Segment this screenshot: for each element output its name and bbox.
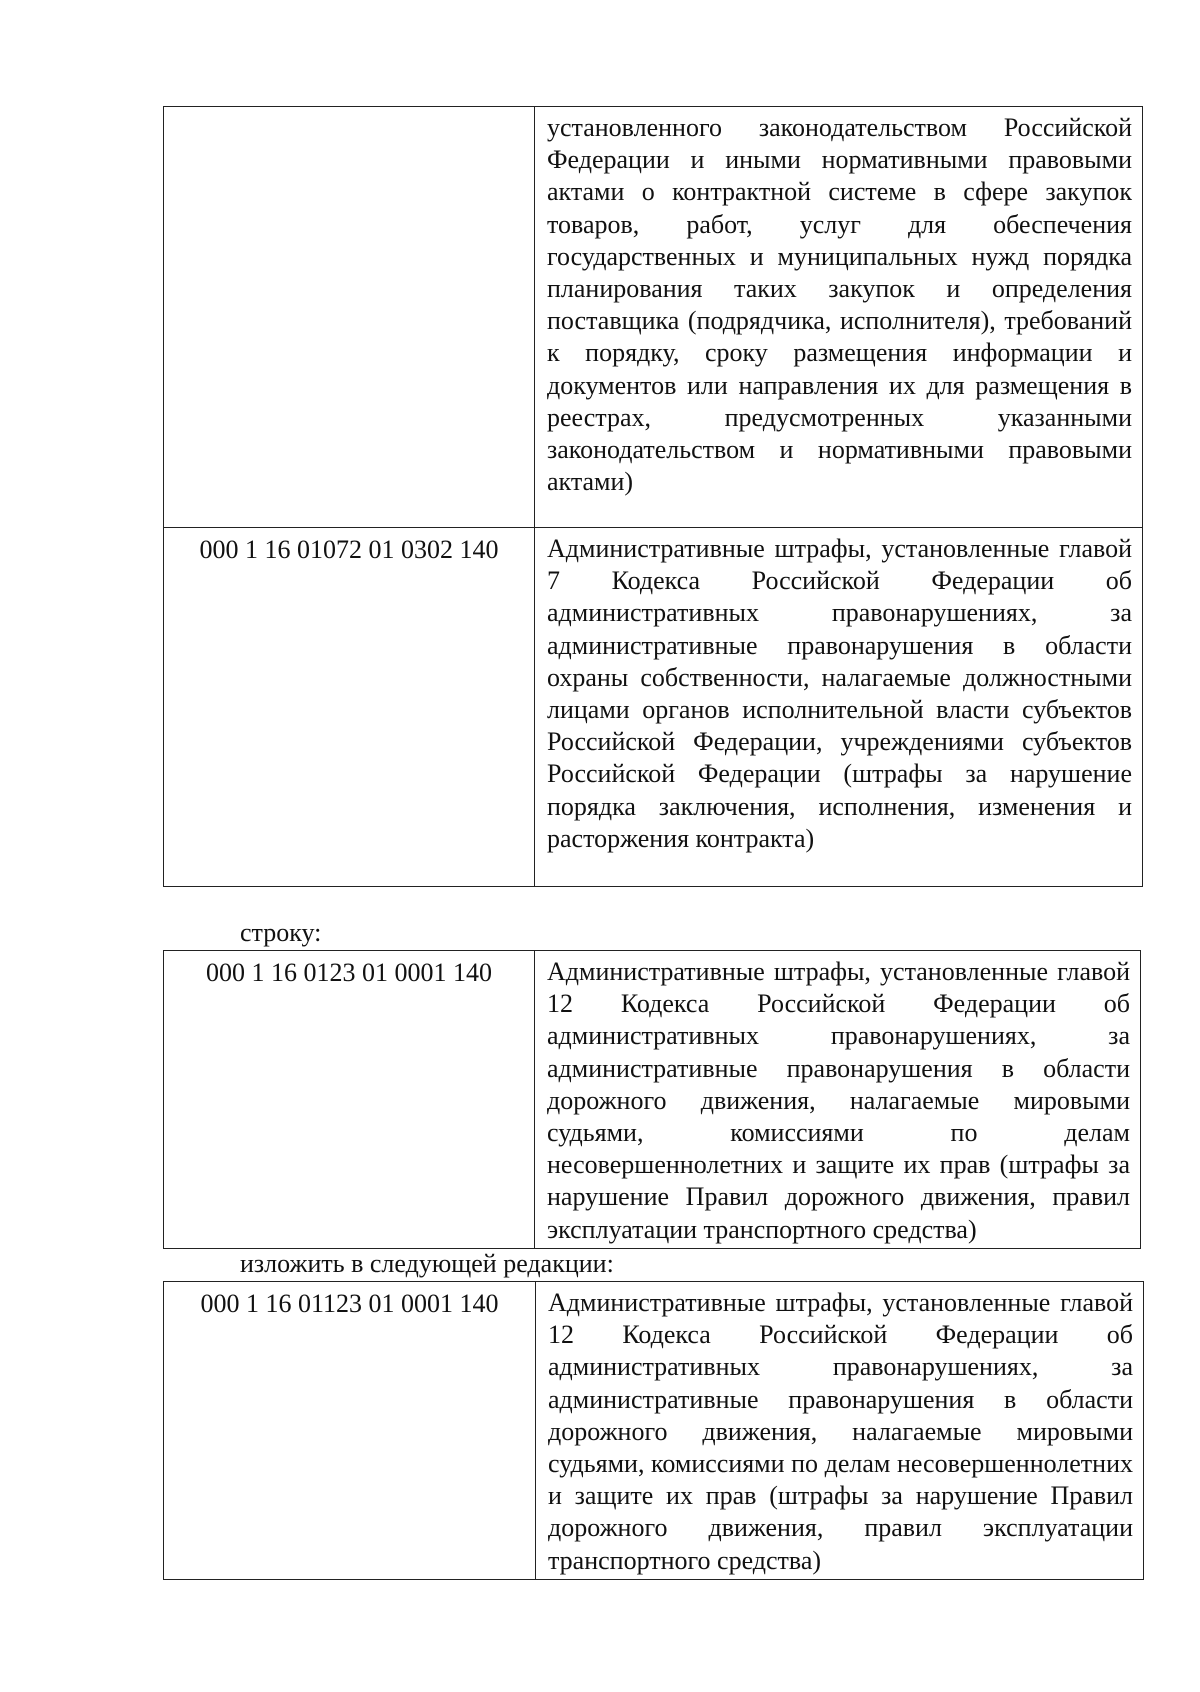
table-row <box>164 951 1141 1249</box>
budget-code-cell: 000 1 16 01072 01 0302 140 <box>164 528 535 887</box>
table-row <box>164 107 1143 528</box>
table-row <box>164 1282 1144 1580</box>
table-row <box>164 528 1143 887</box>
description-cell: Административные штрафы, установленные главой 12 Кодекса Российской Федерации об административных правонарушениях, за административные правонарушения в области дорожного движения, налагаемые мировыми судьями, комиссиями по делам несовершеннолетних и защите их прав (штрафы за нарушение Правил дорожного движения, правил эксплуатации транспортного средства) <box>535 951 1141 1249</box>
budget-codes-table-continued <box>163 106 1143 887</box>
description-cell: Административные штрафы, установленные главой 7 Кодекса Российской Федерации об административных правонарушениях, за административные правонарушения в области охраны собственности, налагаемые должностными лицами органов исполнительной власти субъектов Российской Федерации, учреждениями субъектов Российской Федерации (штрафы за нарушение порядка заключения, исполнения, изменения и расторжения контракта) <box>535 528 1143 887</box>
intro-line-new-edition: изложить в следующей редакции: <box>240 1249 614 1278</box>
description-cell: установленного законодательством Российской Федерации и иными нормативными правовыми актами о контрактной системе в сфере закупок товаров, работ, услуг для обеспечения государственных и муниципальных нужд порядка планирования таких закупок и определения поставщика (подрядчика, исполнителя), требований к порядку, сроку размещения информации и документов или направления их для размещения в реестрах, предусмотренных указанными законодательством и нормативными правовыми актами) <box>535 107 1143 528</box>
intro-line-replace: строку: <box>240 918 322 947</box>
budget-code-cell <box>164 107 535 528</box>
old-line-table <box>163 950 1141 1249</box>
budget-code-cell: 000 1 16 01123 01 0001 140 <box>164 1282 536 1580</box>
new-line-table <box>163 1281 1144 1580</box>
description-cell: Административные штрафы, установленные главой 12 Кодекса Российской Федерации об административных правонарушениях, за административные правонарушения в области дорожного движения, налагаемые мировыми судьями, комиссиями по делам несовершеннолетних и защите их прав (штрафы за нарушение Правил дорожного движения, правил эксплуатации транспортного средства) <box>536 1282 1144 1580</box>
budget-code-cell: 000 1 16 0123 01 0001 140 <box>164 951 535 1249</box>
